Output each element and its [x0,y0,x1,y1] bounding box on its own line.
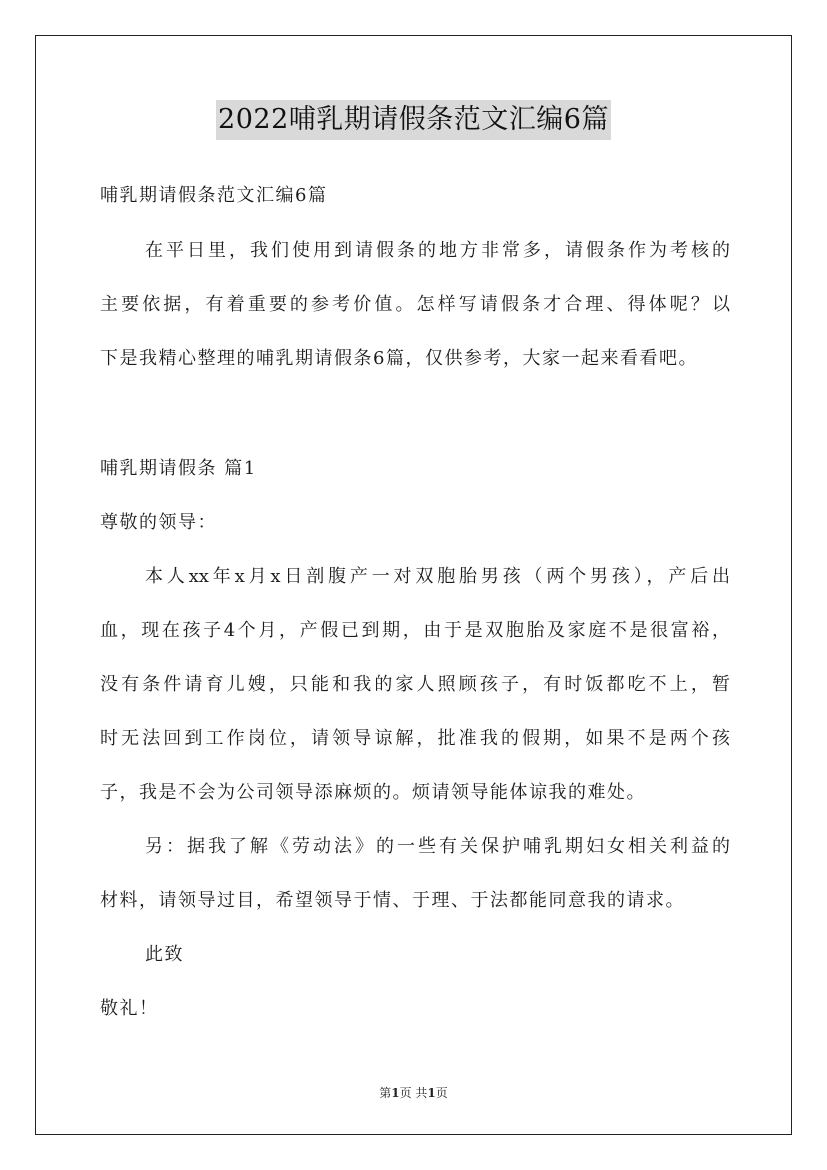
paragraph1-line-2: 血，现在孩子4个月，产假已到期，由于是双胞胎及家庭不是很富裕， [100,620,730,641]
footer-page-mid: 页 共 [399,1086,428,1100]
regards: 敬礼！ [100,998,159,1019]
intro-line-1: 在平日里，我们使用到请假条的地方非常多，请假条作为考核的 [145,240,730,261]
paragraph2-line-1: 另：据我了解《劳动法》的一些有关保护哺乳期妇女相关利益的 [145,836,730,857]
paragraph1-line-3: 没有条件请育儿嫂，只能和我的家人照顾孩子，有时饭都吃不上，暂 [100,674,730,695]
footer-page-suffix: 页 [435,1086,448,1100]
footer-page-prefix: 第 [379,1086,392,1100]
paragraph1-line-5: 子，我是不会为公司领导添麻烦的。烦请领导能体谅我的难处。 [100,782,646,803]
document-subtitle: 哺乳期请假条范文汇编6篇 [100,185,328,206]
section-heading: 哺乳期请假条 篇1 [100,458,257,479]
document-title: 2022哺乳期请假条范文汇编6篇 [216,100,611,140]
paragraph1-line-1: 本人xx年x月x日剖腹产一对双胞胎男孩（两个男孩），产后出 [145,566,730,587]
paragraph1-line-4: 时无法回到工作岗位，请领导谅解，批准我的假期，如果不是两个孩 [100,728,730,749]
closing: 此致 [145,944,184,965]
footer-page-number: 1 [391,1086,400,1100]
intro-line-2: 主要依据，有着重要的参考价值。怎样写请假条才合理、得体呢？以 [100,294,730,315]
title-container [0,100,827,140]
page-footer [0,1084,827,1101]
salutation: 尊敬的领导： [100,512,217,533]
intro-line-3: 下是我精心整理的哺乳期请假条6篇，仅供参考，大家一起来看看吧。 [100,348,698,369]
footer-page-total: 1 [427,1086,436,1100]
paragraph2-line-2: 材料，请领导过目，希望领导于情、于理、于法都能同意我的请求。 [100,890,685,911]
